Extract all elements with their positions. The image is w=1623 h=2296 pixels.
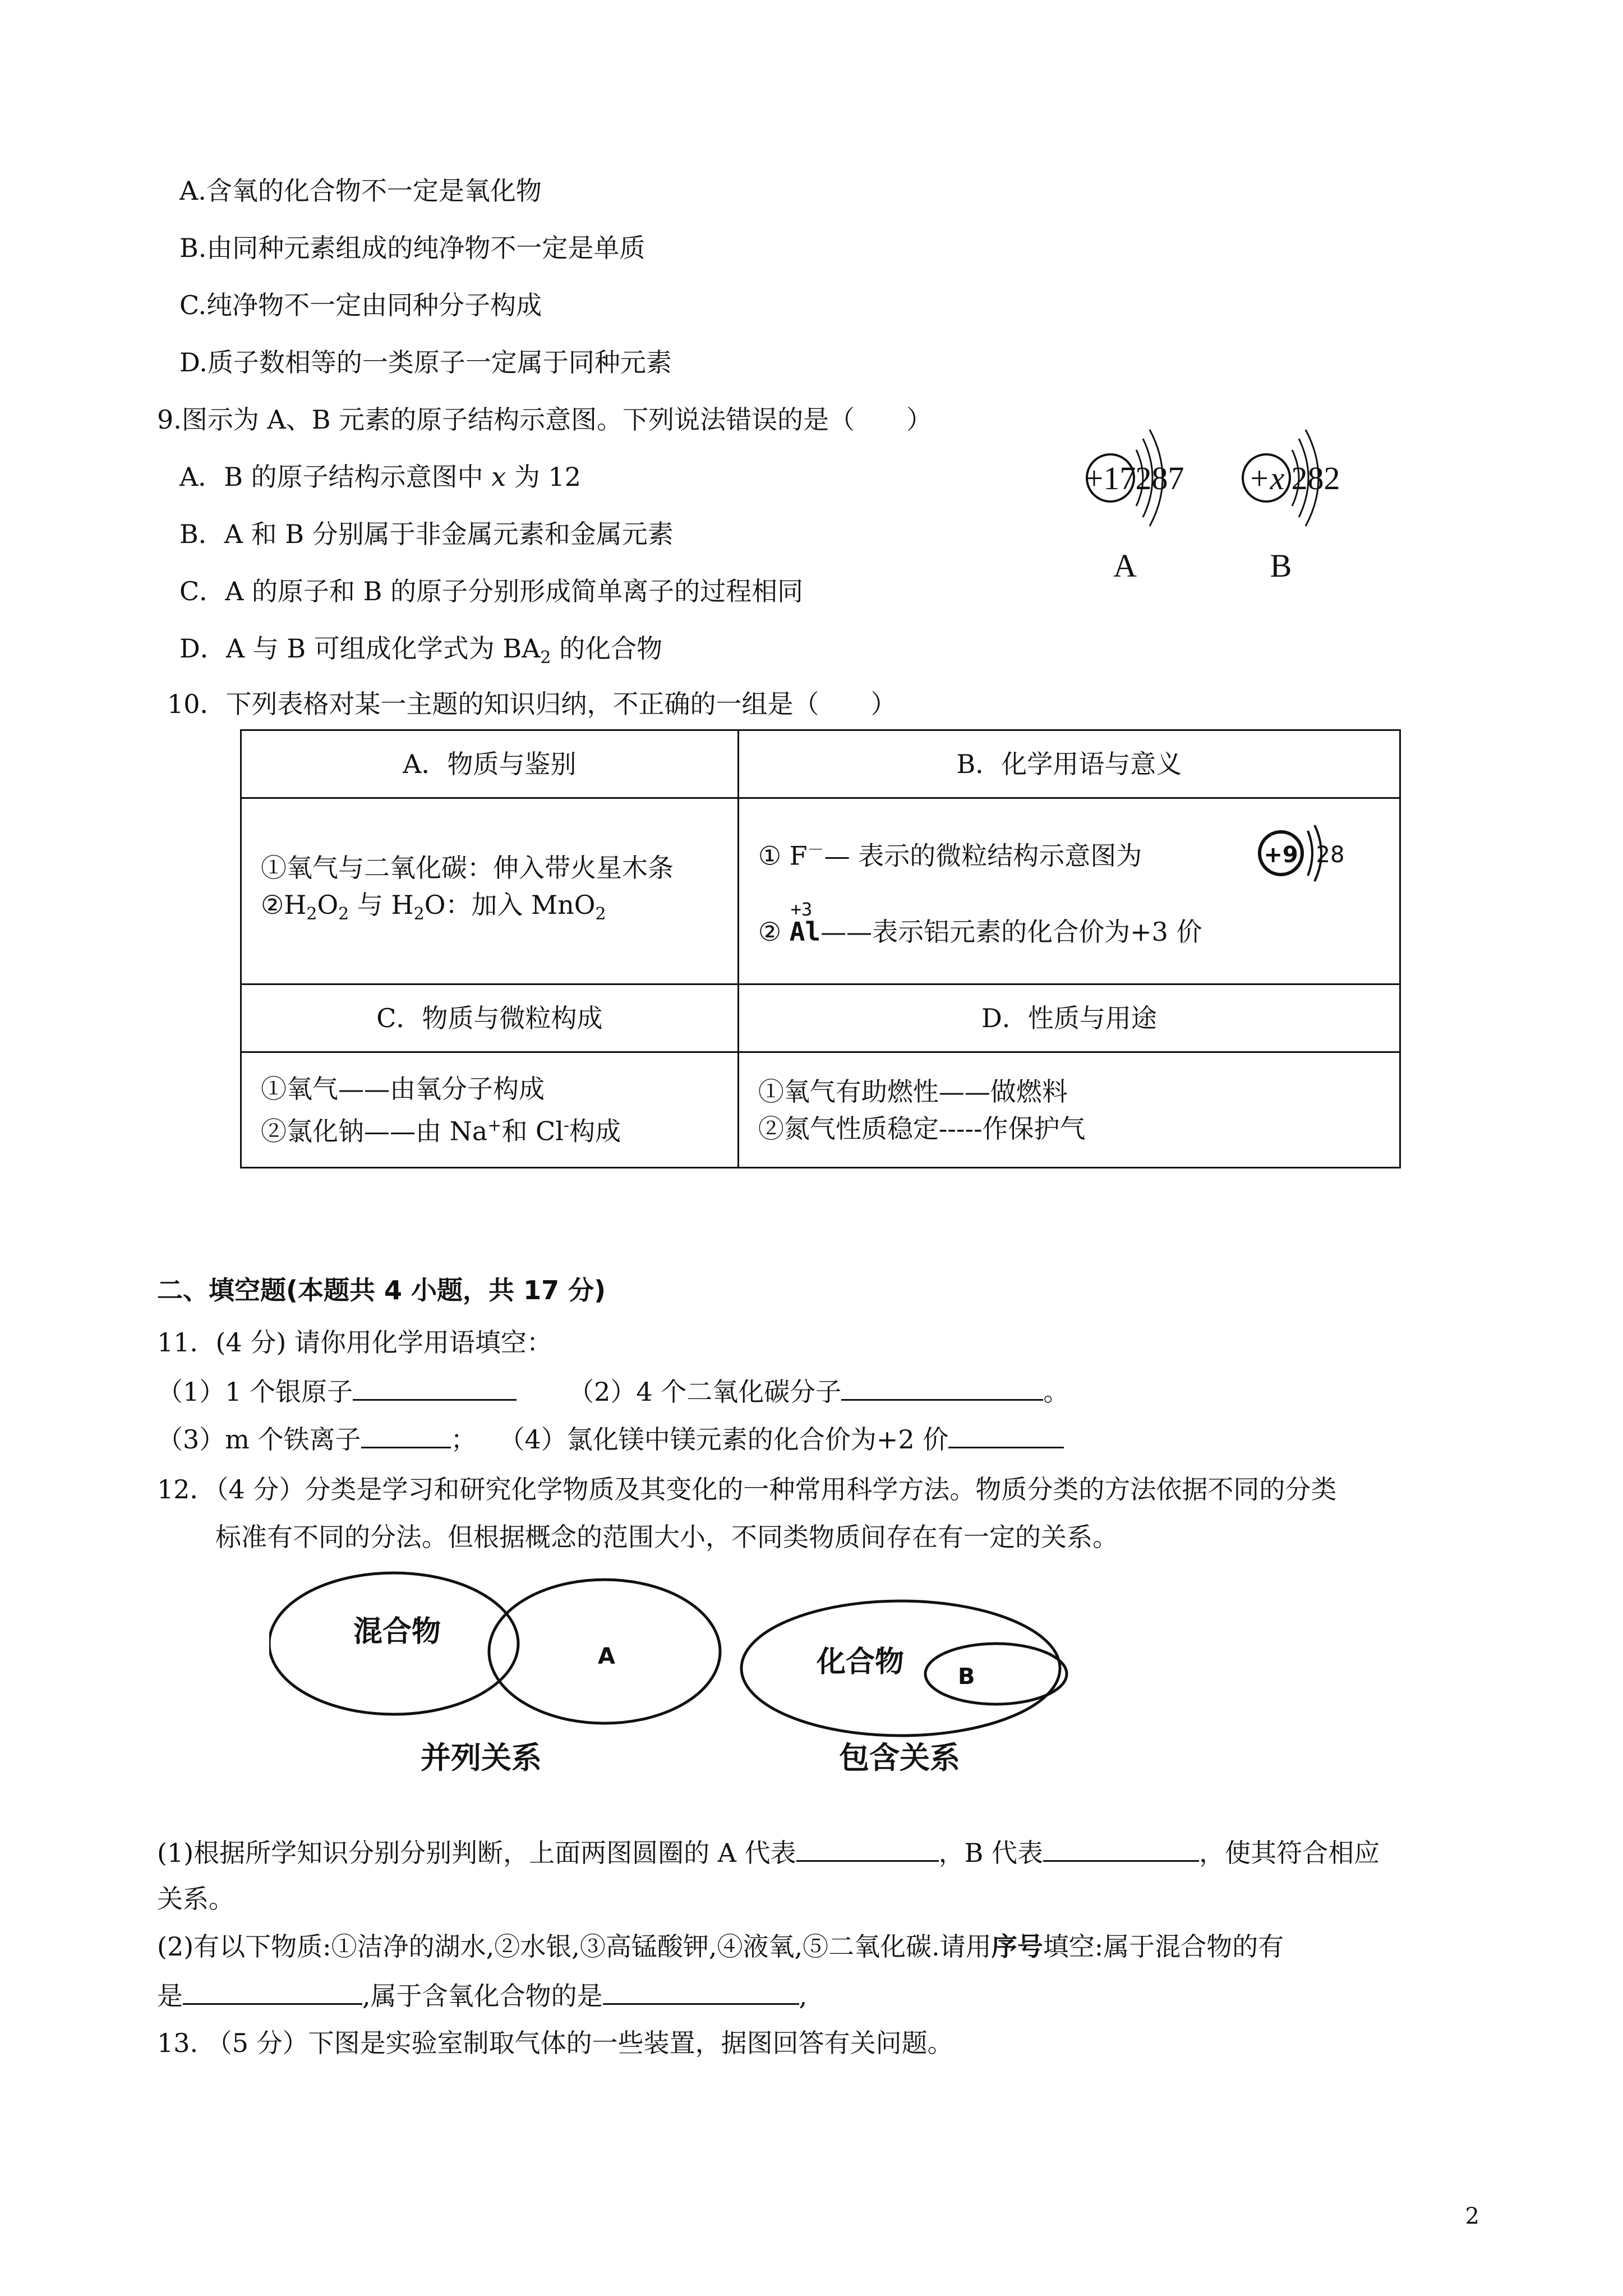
- compound-label: 化合物: [817, 1645, 905, 1679]
- classification-diagram: [269, 1571, 1223, 1795]
- q8-option-d: D.质子数相等的一类原子一定属于同种元素: [179, 347, 672, 378]
- q9-option-a-var: x: [491, 462, 506, 492]
- table-cell-c-line1: ①氧气——由氧分子构成: [261, 1073, 545, 1104]
- table-cell-d-line2: ②氮气性质稳定-----作保护气: [758, 1113, 1086, 1144]
- atom-a-diagram: [1085, 430, 1184, 584]
- q12-sub1-line2: 关系。: [157, 1884, 234, 1914]
- table-head-c: C．物质与微粒构成: [241, 984, 739, 1052]
- table-cell-d: [738, 1052, 1400, 1168]
- q8-option-c: C.纯净物不一定由同种分子构成: [179, 290, 542, 320]
- atom-b-label: B: [1270, 547, 1292, 584]
- q8-option-b: B.由同种元素组成的纯净物不一定是单质: [179, 233, 645, 263]
- category-b-ellipse: [925, 1644, 1067, 1704]
- q11-part-1: （1）1 个银原子: [157, 1377, 353, 1407]
- category-a-label: A: [598, 1644, 615, 1669]
- q9-stem: 9.图示为 A、B 元素的原子结构示意图。下列说法错误的是（ ）: [157, 404, 933, 435]
- q11-stem: 11．(4 分) 请你用化学用语填空：: [157, 1327, 552, 1358]
- q11-part-2-end: 。: [1043, 1377, 1069, 1407]
- q11-row-1: [157, 1373, 1069, 1409]
- svg-text:28: 28: [1316, 841, 1345, 868]
- q9-option-c: C．A 的原子和 B 的原子分别形成简单离子的过程相同: [179, 576, 804, 606]
- atom-a-label: A: [1113, 547, 1137, 584]
- mixture-label: 混合物: [353, 1615, 441, 1649]
- table-head-a: A．物质与鉴别: [241, 730, 739, 798]
- q12-sub1-line1: (1)根据所学知识分别分别判断，上面两图圆圈的 A 代表 ，B 代表 ，使其符合相应: [157, 1834, 1380, 1870]
- q9-option-a: [179, 460, 581, 494]
- q12-sub2-line2: 是 ,属于含氧化合物的是 ,: [157, 1977, 807, 2013]
- q11-part-3: （3）m 个铁离子: [157, 1424, 361, 1455]
- q12-sub2-line1: (2)有以下物质:①洁净的湖水,②水银,③高锰酸钾,④液氧,⑤二氧化碳.请用序号填空:属于混合物的有: [157, 1931, 1284, 1962]
- q12-stem-2: 标准有不同的分法。但根据概念的范围大小，不同类物质间存在有一定的关系。: [215, 1522, 1118, 1552]
- q9-option-d-pre: D．A 与 B 可组成化学式为 BA: [179, 633, 541, 664]
- table-cell-b-line1: ① F－— 表示的微粒结构示意图为 +9 28: [758, 832, 1380, 874]
- table-cell-a-line1: ①氧气与二氧化碳：伸入带火星木条: [261, 852, 674, 883]
- q9-option-a-post: 为 12: [506, 462, 582, 492]
- containment-relation-caption: 包含关系: [839, 1740, 960, 1775]
- table-head-d: D．性质与用途: [738, 984, 1400, 1052]
- q9-option-a-pre: A．B 的原子结构示意图中: [179, 462, 492, 492]
- q8-option-a: A.含氧的化合物不一定是氧化物: [179, 176, 542, 206]
- q9-option-d-post: 的化合物: [551, 633, 663, 664]
- atom-b-diagram: [1243, 430, 1340, 584]
- category-b-label: B: [958, 1664, 975, 1690]
- q12-blank-mixture[interactable]: [183, 1977, 362, 2005]
- section-2-heading: 二、填空题(本题共 4 小题，共 17 分): [157, 1275, 606, 1305]
- table-cell-c: [241, 1052, 739, 1168]
- q11-blank-2[interactable]: [841, 1373, 1043, 1401]
- q11-part-4: （4）氯化镁中镁元素的化合价为+2 价: [499, 1424, 949, 1455]
- atom-b-shells: 282: [1291, 460, 1340, 496]
- containment-relation-diagram: [741, 1601, 1067, 1775]
- q11-blank-3[interactable]: [361, 1421, 451, 1448]
- q12-blank-a[interactable]: [796, 1834, 939, 1862]
- atom-a-nucleus: +17: [1085, 460, 1136, 496]
- q11-blank-4[interactable]: [948, 1421, 1064, 1448]
- table-cell-c-line2: ②氯化钠——由 Na+和 Cl-构成: [261, 1115, 621, 1147]
- q11-part-3-end: ；: [450, 1424, 477, 1455]
- q9-option-b: B．A 和 B 分别属于非金属元素和金属元素: [179, 519, 674, 549]
- page-number: 2: [1465, 2203, 1479, 2229]
- atom-a-shells: 287: [1135, 460, 1184, 496]
- parallel-relation-diagram: [269, 1573, 720, 1775]
- q10-stem: 10．下列表格对某一主题的知识归纳，不正确的一组是（ ）: [167, 689, 897, 719]
- table-cell-b: [738, 798, 1400, 984]
- knowledge-table: [240, 729, 1401, 1168]
- q13-stem: 13. （5 分）下图是实验室制取气体的一些装置，据图回答有关问题。: [157, 2028, 953, 2058]
- atom-b-nucleus: +x: [1248, 460, 1285, 496]
- q9-option-d: [179, 632, 662, 675]
- q11-part-2: （2）4 个二氧化碳分子: [568, 1377, 842, 1407]
- table-cell-b-line2: ② +3 Al——表示铝元素的化合价为+3 价: [758, 899, 1202, 947]
- q11-blank-1[interactable]: [353, 1373, 517, 1401]
- q12-stem-1: 12．（4 分）分类是学习和研究化学物质及其变化的一种常用科学方法。物质分类的方法依据不同的分类: [157, 1474, 1337, 1504]
- svg-text:+9: +9: [1264, 841, 1298, 868]
- q12-blank-b[interactable]: [1043, 1834, 1199, 1862]
- parallel-relation-caption: 并列关系: [421, 1740, 542, 1775]
- table-cell-a: [241, 798, 739, 984]
- fluorine-ion-diagram: [1252, 817, 1353, 890]
- q11-row-2: [157, 1421, 1064, 1456]
- atom-structure-diagram: [1066, 404, 1380, 595]
- q12-blank-oxygen-compound[interactable]: [603, 1977, 799, 2005]
- table-cell-a-line2: $②H_2O_2$ 与 $H_2O$：加入 MnO$_2$: [261, 889, 606, 924]
- q9-option-d-sub: 2: [540, 648, 551, 668]
- table-head-b: B．化学用语与意义: [738, 730, 1400, 798]
- table-cell-d-line1: ①氧气有助燃性——做燃料: [758, 1076, 1068, 1107]
